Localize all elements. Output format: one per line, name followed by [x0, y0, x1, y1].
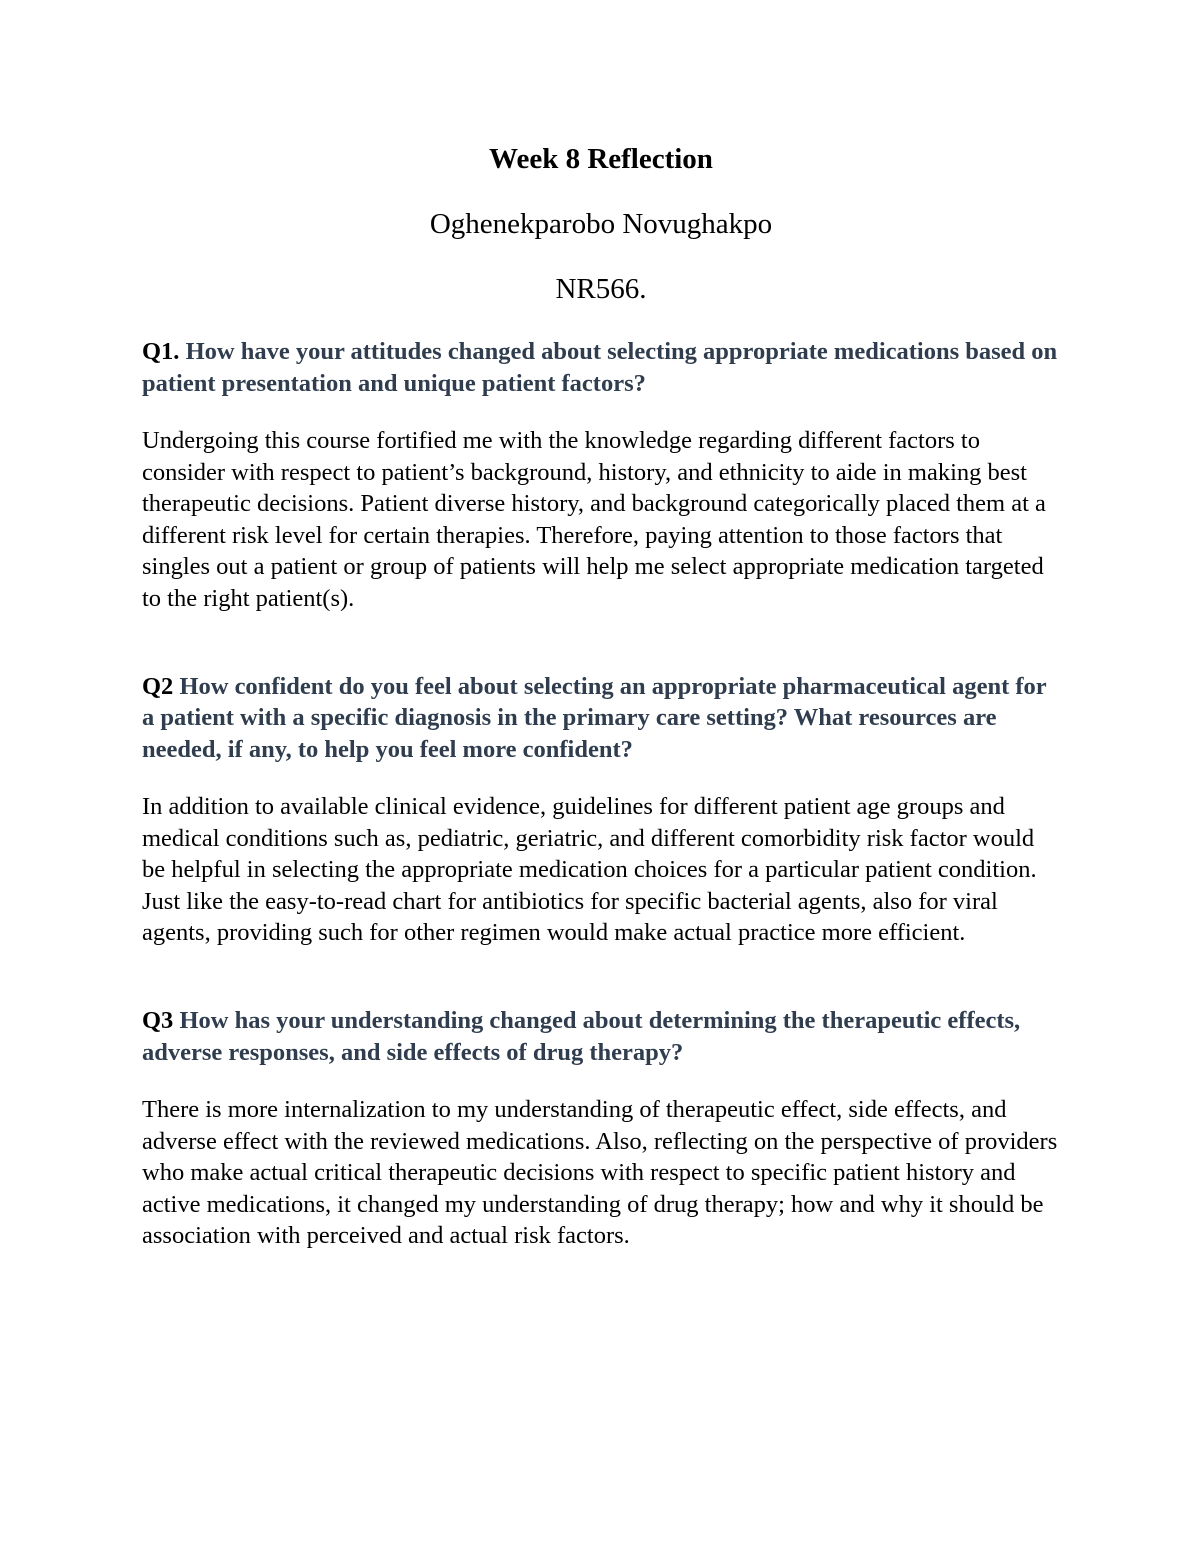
question-1 — [142, 336, 1060, 399]
answer-1: Undergoing this course fortified me with the knowledge regarding different factors to consider with respect to patient’s background, history, and ethnicity to aide in making best therapeutic decisions. Patient diverse history, and background categorically placed them at a different risk level for certain therapies. Therefore, paying attention to those factors that singles out a patient or group of patients will help me select appropriate medication targeted to the right patient(s). — [142, 427, 1046, 612]
question-2 — [142, 671, 1060, 766]
author-name: Oghenekparobo Novughakpo — [429, 208, 773, 240]
question-1-number: Q1. — [142, 338, 180, 365]
answer-3: There is more internalization to my understanding of therapeutic effect, side effects, and adverse effect with the reviewed medications. Also, reflecting on the perspective of providers who make actual critical therapeutic decisions with respect to specific patient history and active medications, it changed my understanding of drug therapy; how and why it should be association with perceived and actual risk factors. — [142, 1096, 1058, 1250]
question-3-text: How has your understanding changed about determining the therapeutic effects, adverse responses, and side effects of drug therapy? — [142, 1007, 1021, 1066]
document-title: Week 8 Reflection — [489, 143, 713, 175]
question-1-text: How have your attitudes changed about selecting appropriate medications based on patient presentation and unique patient factors? — [142, 338, 1058, 397]
question-2-text: How confident do you feel about selecting an appropriate pharmaceutical agent for a patient with a specific diagnosis in the primary care setting? What resources are needed, if any, to help you feel more confident? — [142, 672, 1047, 763]
course-code: NR566. — [555, 273, 647, 305]
answer-2: In addition to available clinical evidence, guidelines for different patient age groups and medical conditions such as, pediatric, geriatric, and different comorbidity risk factor would be helpful in selecting the appropriate medication choices for a particular patient condition. Just like the easy-to-read chart for antibiotics for specific bacterial agents, also for viral agents, providing such for other regimen would make actual practice more efficient. — [142, 793, 1037, 947]
question-3-number: Q3 — [142, 1007, 174, 1035]
question-2-number: Q2 — [142, 672, 174, 700]
question-3 — [142, 1005, 1060, 1068]
